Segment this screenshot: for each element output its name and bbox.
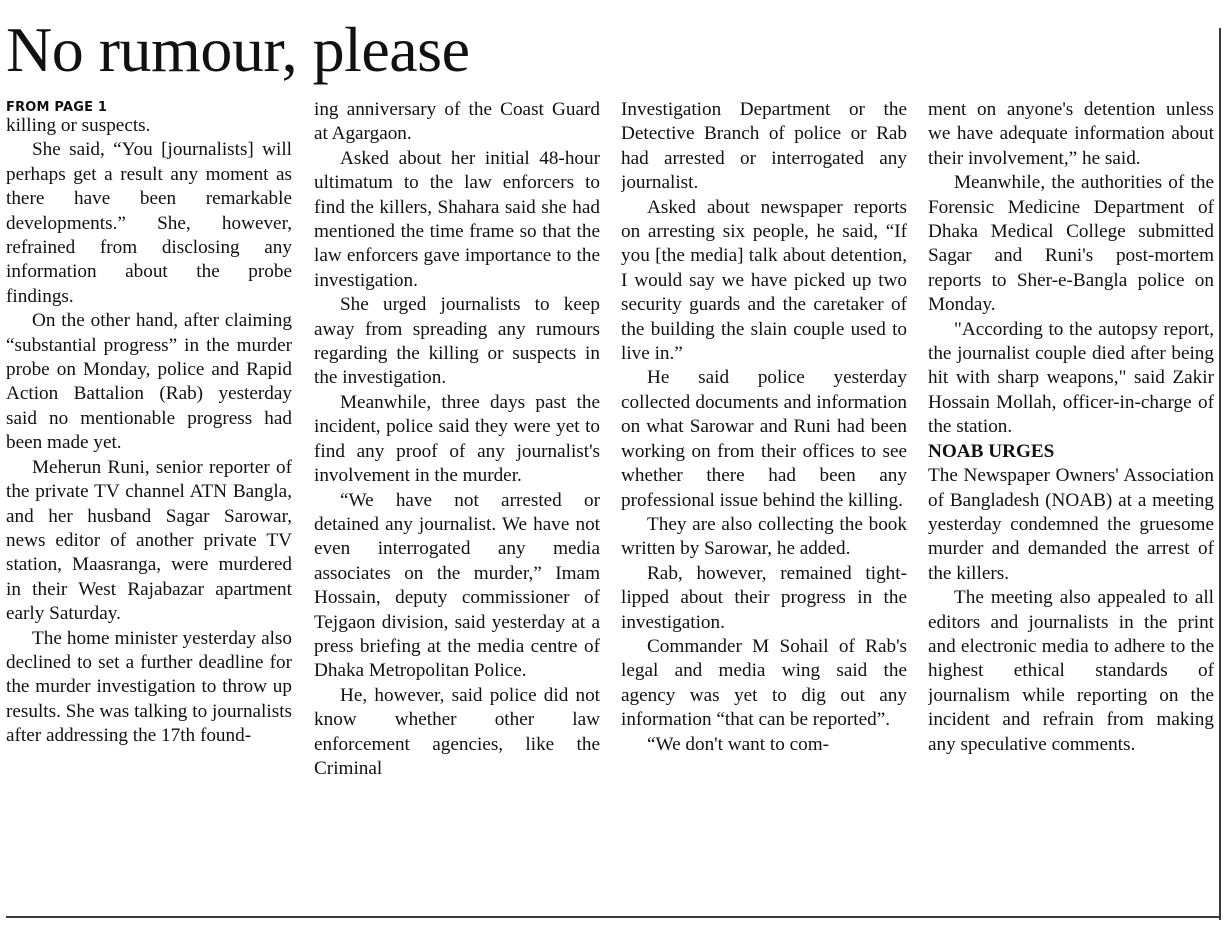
kicker-from-page: FROM PAGE 1 (6, 100, 108, 115)
bottom-rule (6, 916, 1220, 918)
paragraph: He said police yesterday collected documents and information on what Sarowar and Runi had been working on from their offices to see whether there had been any professional issue behind the killing. (621, 367, 907, 511)
paragraph: She said, “You [journalists] will perhaps get a result any moment as there have been remarkable developments.” She, however, refrained from disclosing any information about the probe findings. (6, 139, 292, 307)
paragraph: Meanwhile, the authorities of the Forensic Medicine Department of Dhaka Medical College submitted Sagar and Runi's post-mortem reports to Sher-e-Bangla police on Monday. (928, 172, 1214, 316)
paragraph: They are also collecting the book written by Sarowar, he added. (621, 513, 907, 560)
article-column-2 (314, 98, 600, 781)
paragraph: “We don't want to com- (647, 733, 830, 755)
paragraph: Asked about her initial 48-hour ultimatum to the law enforcers to find the killers, Shahara said she had mentioned the time frame so that the law enforcers gave importance to the investigation. (314, 147, 600, 291)
right-column-rule (1219, 28, 1221, 920)
paragraph: ment on anyone's detention unless we have adequate information about their involvement,” he said. (928, 99, 1214, 169)
subhead-noab-urges: NOAB URGES (928, 440, 1055, 462)
paragraph: Meanwhile, three days past the incident, police said they were yet to find any proof of any journalist's involvement in the murder. (314, 391, 600, 487)
paragraph: She urged journalists to keep away from spreading any rumours regarding the killing or suspects in the investigation. (314, 294, 600, 389)
headline: No rumour, please (6, 14, 470, 85)
paragraph: Meherun Runi, senior reporter of the private TV channel ATN Bangla, and her husband Sagar Sarowar, news editor of another private TV station, Maasranga, were murdered in their West Rajabazar apartment early Saturday. (6, 456, 292, 625)
paragraph: ing anniversary of the Coast Guard at Agargaon. (314, 99, 600, 145)
article-column-4 (928, 98, 1214, 757)
paragraph: Asked about newspaper reports on arresting six people, he said, “If you [the media] talk about detention, I would say we have picked up two security guards and the caretaker of the building the slain couple used to live in.” (621, 196, 907, 365)
paragraph: Investigation Department or the Detective Branch of police or Rab had arrested or interrogated any journalist. (621, 99, 907, 194)
paragraph: The meeting also appealed to all editors and journalists in the print and electronic media to adhere to the highest ethical standards of journalism while reporting on the incident and refrain from making any speculative comments. (928, 587, 1214, 755)
article-column-3 (621, 98, 907, 757)
paragraph: He, however, said police did not know whether other law enforcement agencies, like the Criminal (314, 684, 600, 779)
paragraph: The Newspaper Owners' Association of Bangladesh (NOAB) at a meeting yesterday condemned the gruesome murder and demanded the arrest of the killers. (928, 465, 1214, 584)
paragraph: “We have not arrested or detained any journalist. We have not even interrogated any media associates on the murder,” Imam Hossain, deputy commissioner of Tejgaon division, said yesterday at a press briefing at the media centre of Dhaka Metropolitan Police. (314, 489, 600, 682)
paragraph: Commander M Sohail of Rab's legal and media wing said the agency was yet to dig out any information “that can be reported”. (621, 635, 907, 731)
article-column-1 (6, 98, 292, 749)
paragraph: Rab, however, remained tight-lipped about their progress in the investigation. (621, 562, 907, 633)
paragraph: The home minister yesterday also declined to set a further deadline for the murder investigation to throw up results. She was talking to journalists after addressing the 17th found- (6, 627, 292, 747)
paragraph: On the other hand, after claiming “substantial progress” in the murder probe on Monday, police and Rapid Action Battalion (Rab) yesterday said no mentionable progress had been made yet. (6, 310, 292, 454)
paragraph: "According to the autopsy report, the journalist couple died after being hit with sharp weapons," said Zakir Hossain Mollah, officer-in-charge of the station. (928, 318, 1214, 438)
paragraph: killing or suspects. (6, 115, 151, 136)
